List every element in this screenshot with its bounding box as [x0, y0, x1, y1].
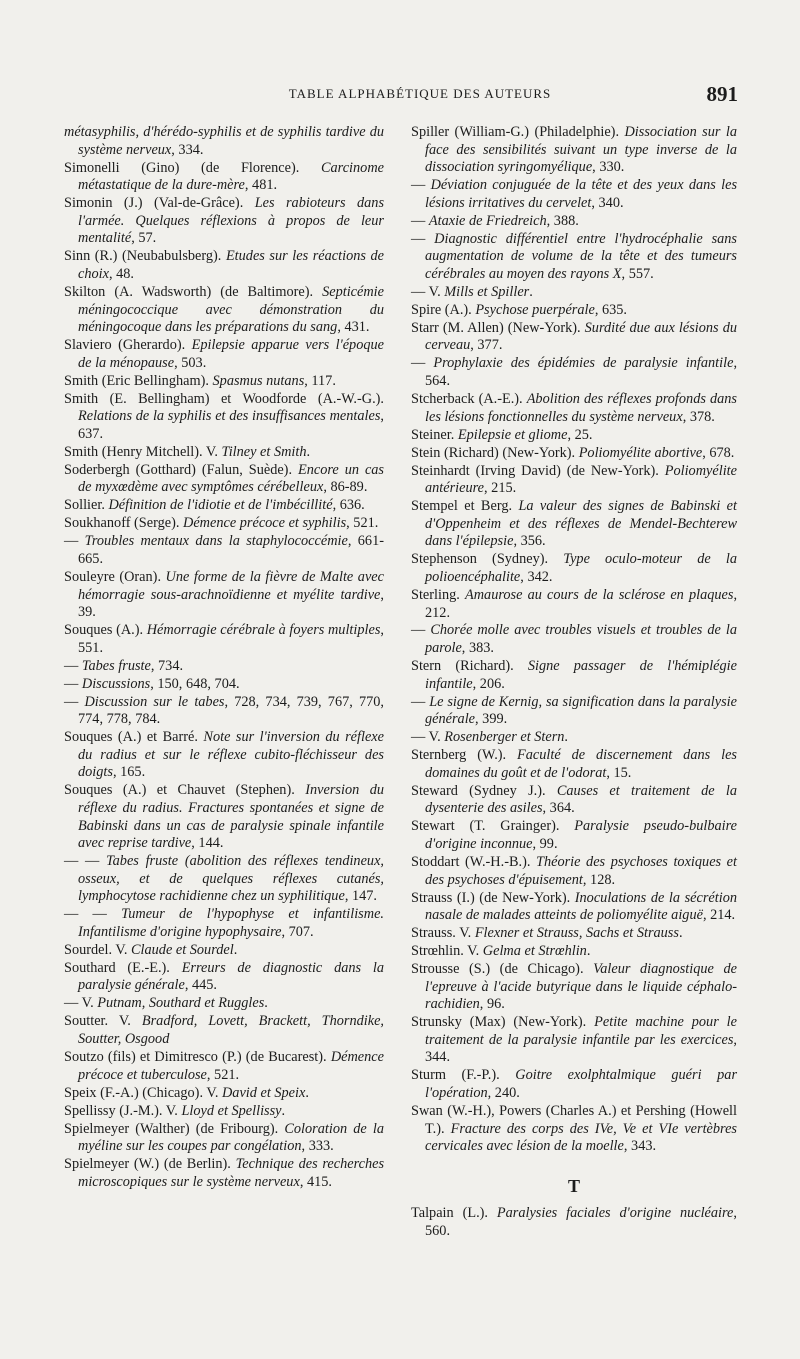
index-entry: [64, 1049, 384, 1084]
entry-page-ref: , 99.: [532, 835, 558, 852]
right-column-entries: [411, 124, 737, 1156]
index-entry: [64, 676, 384, 694]
entry-page-ref: .: [305, 1084, 309, 1101]
page-number: 891: [706, 82, 738, 106]
entry-page-ref: , 330.: [592, 159, 625, 176]
entry-page-ref: , 96.: [479, 996, 505, 1013]
index-entry: [411, 943, 737, 961]
entry-page-ref: , 48.: [108, 265, 134, 282]
entry-page-ref: , 560.: [425, 1205, 737, 1239]
entry-page-ref: , 212.: [425, 586, 738, 621]
entry-title: Tabes fruste (abolition des réflexes tendineux, osseux, et de quelques réflexes cutanés, lymphocytose rachidienne chez un syphilitique: [78, 853, 384, 905]
index-entry: [64, 337, 384, 372]
entry-page-ref: , 117.: [304, 372, 336, 389]
entry-page-ref: , 144.: [191, 835, 224, 852]
entry-author: Strousse (S.) (de Chicago).: [411, 961, 594, 978]
entry-page-ref: , 240.: [487, 1085, 520, 1101]
running-title: TABLE ALPHABÉTIQUE DES AUTEURS: [288, 86, 552, 101]
index-entry: [411, 587, 737, 622]
entry-title: Flexner et Strauss, Sachs et Strauss: [474, 925, 679, 942]
index-entry: [64, 1013, 384, 1048]
entry-title: David et Speix: [221, 1084, 306, 1101]
index-entry: [64, 124, 384, 159]
entry-page-ref: , 165.: [112, 764, 146, 781]
entry-title: Discussions: [81, 675, 151, 692]
entry-title: Déviation conjuguée de la tête et des yeux dans les lésions irritatives du cervelet: [425, 177, 738, 211]
index-entry: [64, 391, 384, 444]
entry-author: Smith (Henry Mitchell). V.: [64, 443, 222, 460]
entry-title: Le signe de Kernig, sa signification dans la paralysie générale: [425, 693, 738, 728]
index-entry: [411, 694, 737, 729]
entry-page-ref: , 215.: [484, 480, 517, 497]
entry-title: Tilney et Smith: [221, 443, 307, 460]
entry-author: Soukhanoff (Serge).: [64, 515, 183, 532]
entry-title: Troubles mentaux dans la staphylococcémie: [84, 533, 348, 550]
entry-page-ref: , 334.: [171, 141, 204, 158]
index-entry: [411, 320, 737, 355]
index-entry: [64, 462, 384, 497]
entry-page-ref: , 214.: [702, 907, 736, 924]
entry-page-ref: , 431.: [337, 319, 370, 336]
entry-title: Démence précoce et syphilis: [183, 515, 347, 532]
entry-page-ref: .: [306, 443, 311, 460]
entry-page-ref: , 521.: [346, 515, 379, 532]
entry-page-ref: .: [564, 729, 568, 746]
entry-title: Technique des recherches microscopiques sur le système nerveux: [78, 1156, 385, 1190]
entry-title: Démence précoce et tuberculose: [78, 1049, 384, 1083]
entry-author: Simonin (J.) (Val-de-Grâce).: [64, 195, 255, 212]
entry-author: Sollier.: [64, 497, 109, 514]
entry-author: Southard (E.-E.).: [64, 959, 182, 976]
index-entry: [411, 818, 737, 853]
entry-author: Smith (E. Bellingham) et Woodforde (A.-W.-G.).: [64, 390, 384, 407]
entry-author: Strœhlin. V.: [411, 943, 483, 960]
section-letter: T: [567, 1175, 580, 1196]
index-entry: [411, 355, 737, 390]
entry-author: Stcherback (A.-E.).: [411, 391, 527, 408]
entry-author: Sturm (F.-P.).: [411, 1067, 516, 1084]
entry-author: —: [64, 533, 85, 550]
entry-author: — V.: [411, 729, 445, 746]
entry-title: La valeur des signes de Babinski et d'Oppenheim et des réflexes de Mendel-Bechterew dans l'épilepsie: [425, 498, 737, 550]
entry-title: Valeur diagnostique de l'epreuve à l'acide butyrique dans le liquide céphalo-rachidien: [425, 961, 737, 1013]
entry-title: Hémorragie cérébrale à foyers multiples: [146, 622, 381, 639]
entry-author: Steinhardt (Irving David) (de New-York).: [411, 462, 665, 479]
entry-title: Surdité due aux lésions du cerveau: [425, 319, 737, 354]
index-entry: [64, 729, 384, 782]
entry-title: Note sur l'inversion du réflexe du radius et sur le réflexe cubito-fléchisseur des doigts: [78, 729, 384, 781]
index-entry: [411, 498, 737, 551]
entry-title: Coloration de la myéline sur les coupes par congélation: [78, 1120, 384, 1155]
entry-title: Inoculations de la sécrétion nasale de malades atteints de poliomyélite aiguë: [425, 889, 737, 924]
entry-title: Relations de la syphilis et des insuffisances mentales: [78, 408, 381, 425]
entry-author: Sinn (R.) (Neubabulsberg).: [64, 248, 226, 265]
index-entry: [411, 1205, 737, 1240]
entry-title: Ataxie de Friedreich: [428, 212, 547, 229]
entry-author: —: [411, 693, 430, 710]
entry-title: Causes et traitement de la dysenterie des asiles: [425, 782, 737, 817]
index-entry: [411, 302, 737, 320]
entry-title: Paralysie pseudo-bulbaire d'origine inconnue: [425, 818, 737, 852]
entry-author: Stephenson (Sydney).: [411, 551, 564, 568]
entry-author: Stern (Richard).: [411, 658, 528, 675]
entry-author: Souques (A.).: [64, 622, 147, 639]
entry-page-ref: , 39.: [78, 586, 384, 621]
index-entry: [64, 373, 384, 391]
index-entry: [411, 622, 737, 657]
index-entry: [64, 1085, 384, 1103]
entry-page-ref: , 206.: [472, 675, 505, 692]
index-entry: [411, 961, 737, 1014]
entry-page-ref: , 57.: [131, 230, 157, 247]
entry-page-ref: , 342.: [520, 568, 553, 585]
entry-title: Encore un cas de myxœdème avec symptômes cérébelleux: [78, 461, 384, 496]
entry-author: Soutter. V.: [64, 1013, 142, 1030]
index-entry: [411, 1067, 737, 1102]
entry-page-ref: , 481.: [244, 177, 278, 194]
entry-title: Bradford, Lovett, Brackett, Thorndike, Soutter, Osgood: [78, 1013, 384, 1048]
entry-title: Inversion du réflexe du radius. Fractures spontanées et signe de Babinski dans un cas de paralysie spinale infantile avec reprise tardive: [78, 782, 384, 852]
entry-author: Smith (Eric Bellingham).: [64, 372, 213, 389]
entry-author: Souques (A.) et Chauvet (Stephen).: [64, 782, 306, 799]
entry-title: Erreurs de diagnostic dans la paralysie générale: [78, 959, 384, 994]
entry-title: Goitre exolphtalmique guéri par l'opération: [425, 1067, 738, 1101]
index-entry: [64, 782, 384, 852]
entry-page-ref: , 356.: [513, 533, 546, 550]
entry-author: Spielmeyer (Walther) (de Fribourg).: [64, 1120, 285, 1137]
entry-page-ref: , 503.: [174, 354, 207, 371]
entry-title: Epilepsie apparue vers l'époque de la ménopause: [78, 337, 384, 371]
entry-page-ref: , 383.: [461, 640, 494, 657]
entry-page-ref: , 734.: [150, 657, 184, 674]
entry-page-ref: , 147.: [344, 888, 377, 905]
entry-page-ref: , 15.: [606, 764, 632, 781]
index-entry: [411, 391, 737, 426]
entry-page-ref: , 707.: [281, 923, 314, 940]
entry-author: Strauss. V.: [411, 925, 475, 942]
entry-title: Théorie des psychoses toxiques et des psychoses d'épuisement: [425, 853, 737, 888]
entry-page-ref: , 445.: [184, 977, 217, 994]
index-entry: [411, 890, 737, 925]
entry-title: Tabes fruste: [81, 657, 151, 674]
entry-page-ref: , 86-89.: [323, 479, 368, 496]
entry-author: Spire (A.).: [411, 301, 476, 318]
index-entry: [64, 533, 384, 568]
index-entry: [411, 925, 737, 943]
index-entry: [64, 569, 384, 622]
entry-title: Fracture des corps des IVe, Ve et VIe vertèbres cervicales avec lésion de la moelle: [425, 1120, 737, 1155]
entry-page-ref: , 340.: [591, 194, 624, 211]
entry-author: Slaviero (Gherardo).: [64, 337, 192, 354]
entry-author: Spielmeyer (W.) (de Berlin).: [64, 1156, 236, 1173]
left-column: [64, 124, 384, 1192]
index-entry: [64, 906, 384, 941]
index-entry: [64, 515, 384, 533]
entry-author: Stoddart (W.-H.-B.).: [411, 853, 536, 870]
entry-page-ref: , 551.: [78, 622, 384, 656]
index-entry: [64, 622, 384, 657]
entry-author: Steward (Sydney J.).: [411, 782, 557, 799]
entry-author: Strunsky (Max) (New-York).: [411, 1014, 595, 1031]
entry-title: Les rabioteurs dans l'armée. Quelques réflexions à propos de leur mentalité: [78, 195, 385, 247]
entry-author: Souleyre (Oran).: [64, 568, 166, 585]
entry-author: Stempel et Berg.: [411, 498, 519, 515]
entry-title: Amaurose au cours de la sclérose en plaques: [465, 586, 734, 603]
entry-title: Gelma et Strœhlin: [482, 943, 587, 960]
entry-title: Chorée molle avec troubles visuels et troubles de la parole: [425, 622, 738, 657]
entry-page-ref: , 636.: [332, 497, 365, 514]
index-entry: [64, 444, 384, 462]
entry-author: Spiller (William-G.) (Philadelphie).: [411, 124, 625, 140]
entry-title: Epilepsie et gliome: [457, 426, 568, 443]
index-entry: [64, 248, 384, 283]
entry-author: Soutzo (fils) et Dimitresco (P.) (de Bucarest).: [64, 1049, 331, 1066]
index-entry: [411, 284, 737, 302]
entry-title: Dissociation sur la face des sensibilités suivant un type inverse de la dissociation syringomyélique: [425, 124, 737, 176]
index-entry: [411, 658, 737, 693]
index-entry: [64, 694, 384, 729]
entry-page-ref: , 521.: [206, 1066, 240, 1083]
index-entry: [64, 195, 384, 248]
index-entry: [64, 853, 384, 906]
index-entry: [411, 854, 737, 889]
entry-page-ref: , 637.: [78, 408, 384, 442]
index-entry: [64, 960, 384, 995]
entry-title: Mills et Spiller: [444, 283, 530, 300]
entry-author: Talpain (L.).: [411, 1205, 497, 1222]
entry-title: Etudes sur les réactions de choix: [78, 248, 384, 282]
index-entry: [411, 213, 737, 231]
entry-author: — V.: [64, 995, 98, 1012]
right-column: [411, 124, 737, 1241]
entry-title: Signe passager de l'hémiplégie infantile: [425, 658, 737, 692]
index-entry: [411, 463, 737, 498]
entry-title: Claude et Sourdel: [131, 941, 234, 958]
entry-title: Psychose puerpérale: [475, 301, 595, 318]
entry-title: Faculté de discernement dans les domaines du goût et de l'odorat: [425, 747, 737, 781]
entry-title: Lloyd et Spellissy: [181, 1102, 282, 1119]
entry-title: métasyphilis, d'hérédo-syphilis et de syphilis tardive du système nerveux: [64, 124, 384, 158]
entry-page-ref: .: [529, 283, 533, 300]
index-entry: [411, 124, 737, 177]
entry-author: Swan (W.-H.), Powers (Charles A.) et Pershing (Howell T.).: [411, 1102, 737, 1137]
entry-author: Steiner.: [411, 426, 458, 443]
entry-title: Type oculo-moteur de la polioencéphalite: [425, 551, 737, 585]
entry-title: Tumeur de l'hypophyse et infantilisme. Infantilisme d'origine hypophysaire: [78, 906, 384, 940]
entry-author: —: [411, 212, 429, 229]
entry-title: Septicémie méningococcique avec démonstration du méningocoque dans les préparations du sang: [78, 283, 384, 336]
entry-author: — —: [64, 853, 107, 870]
index-entry: [411, 551, 737, 586]
index-entry: [64, 497, 384, 515]
entry-page-ref: , 378.: [682, 408, 715, 425]
entry-page-ref: , 635.: [594, 301, 627, 318]
entry-page-ref: , 343.: [623, 1138, 657, 1155]
entry-page-ref: .: [233, 941, 238, 958]
index-entry: [64, 1156, 384, 1191]
index-entry: [64, 1121, 384, 1156]
entry-author: — V.: [411, 283, 445, 300]
entry-author: Souques (A.) et Barré.: [64, 729, 204, 746]
index-entry: [64, 658, 384, 676]
entry-title: Discussion sur le tabes: [84, 693, 225, 710]
entry-author: Spellissy (J.-M.). V.: [64, 1102, 182, 1119]
entry-title: Poliomyélite abortive: [578, 444, 703, 461]
entry-page-ref: , 377.: [470, 337, 503, 354]
entry-title: Paralysies faciales d'origine nucléaire: [496, 1205, 734, 1222]
entry-title: Poliomyélite antérieure: [425, 462, 737, 497]
index-entry: [64, 942, 384, 960]
entry-page-ref: , 564.: [425, 355, 738, 390]
entry-author: Speix (F.-A.) (Chicago). V.: [64, 1084, 222, 1101]
entry-title: Petite machine pour le traitement de la paralysie infantile par les exercices: [425, 1014, 737, 1048]
entry-page-ref: , 25.: [567, 426, 593, 443]
entry-author: Starr (M. Allen) (New-York).: [411, 319, 585, 336]
index-entry: [411, 231, 737, 284]
entry-author: —: [411, 177, 431, 194]
entry-author: Sourdel. V.: [64, 941, 131, 958]
entry-page-ref: , 150, 648, 704.: [150, 675, 240, 692]
entry-author: Stein (Richard) (New-York).: [411, 444, 579, 461]
entry-title: Putnam, Southard et Ruggles: [97, 995, 265, 1012]
entry-title: Abolition des réflexes profonds dans les lésions fonctionnelles du système nerveux: [425, 391, 737, 425]
entry-page-ref: , 399.: [475, 711, 508, 728]
entry-page-ref: .: [678, 925, 683, 942]
entry-page-ref: .: [586, 943, 591, 960]
entry-author: — —: [64, 906, 122, 923]
entry-page-ref: , 333.: [301, 1138, 334, 1155]
entry-author: —: [411, 622, 431, 639]
entry-author: Simonelli (Gino) (de Florence).: [64, 159, 321, 176]
entry-author: —: [64, 657, 82, 674]
entry-page-ref: , 388.: [546, 212, 579, 229]
entry-page-ref: , 661-665.: [78, 533, 384, 567]
index-entry: [64, 284, 384, 337]
index-entry: [411, 1103, 737, 1156]
entry-author: Soderbergh (Gotthard) (Falun, Suède).: [64, 461, 298, 478]
index-entry: [411, 729, 737, 747]
entry-author: Strauss (I.) (de New-York).: [411, 889, 575, 906]
entry-title: Prophylaxie des épidémies de paralysie infantile: [433, 355, 734, 372]
entry-title: Carcinome métastatique de la dure-mère: [78, 159, 384, 194]
entry-author: Sternberg (W.).: [411, 747, 518, 764]
entry-page-ref: .: [281, 1102, 286, 1119]
entry-page-ref: , 344.: [425, 1031, 737, 1066]
entry-page-ref: , 128.: [582, 871, 616, 888]
index-entry: [411, 445, 737, 463]
entry-page-ref: , 557.: [621, 265, 654, 282]
entry-author: Sterling.: [411, 586, 465, 603]
entry-title: Définition de l'idiotie et de l'imbécillité: [108, 497, 333, 514]
page-header: [60, 84, 740, 110]
entry-title: Rosenberger et Stern: [444, 729, 565, 746]
entry-author: —: [64, 693, 85, 710]
entry-title: Spasmus nutans: [212, 372, 305, 389]
entry-page-ref: .: [264, 995, 268, 1012]
entry-page-ref: , 678.: [702, 444, 735, 461]
index-entry: [64, 1103, 384, 1121]
index-entry: [411, 177, 737, 212]
entry-title: Diagnostic différentiel entre l'hydrocéphalie sans augmentation de volume de la tête et des tumeurs cérébrales au moyen des rayons X: [425, 230, 737, 282]
entry-page-ref: , 364.: [542, 800, 575, 817]
right-column-entries-after: [411, 1205, 737, 1240]
index-entry: [411, 747, 737, 782]
entry-author: Stewart (T. Grainger).: [411, 818, 575, 835]
index-entry: [411, 1014, 737, 1067]
entry-title: Une forme de la fièvre de Malte avec hémorragie sous-arachnoïdienne et myélite tardive: [78, 568, 384, 603]
entry-author: —: [64, 675, 82, 692]
index-entry: [411, 783, 737, 818]
entry-author: Skilton (A. Wadsworth) (de Baltimore).: [64, 283, 323, 300]
entry-page-ref: , 728, 734, 739, 767, 770, 774, 778, 784.: [78, 693, 385, 728]
entry-author: —: [411, 355, 434, 372]
index-entry: [64, 995, 384, 1013]
index-entry: [411, 427, 737, 445]
index-entry: [64, 160, 384, 195]
entry-page-ref: , 415.: [299, 1173, 332, 1190]
entry-author: —: [411, 230, 435, 247]
